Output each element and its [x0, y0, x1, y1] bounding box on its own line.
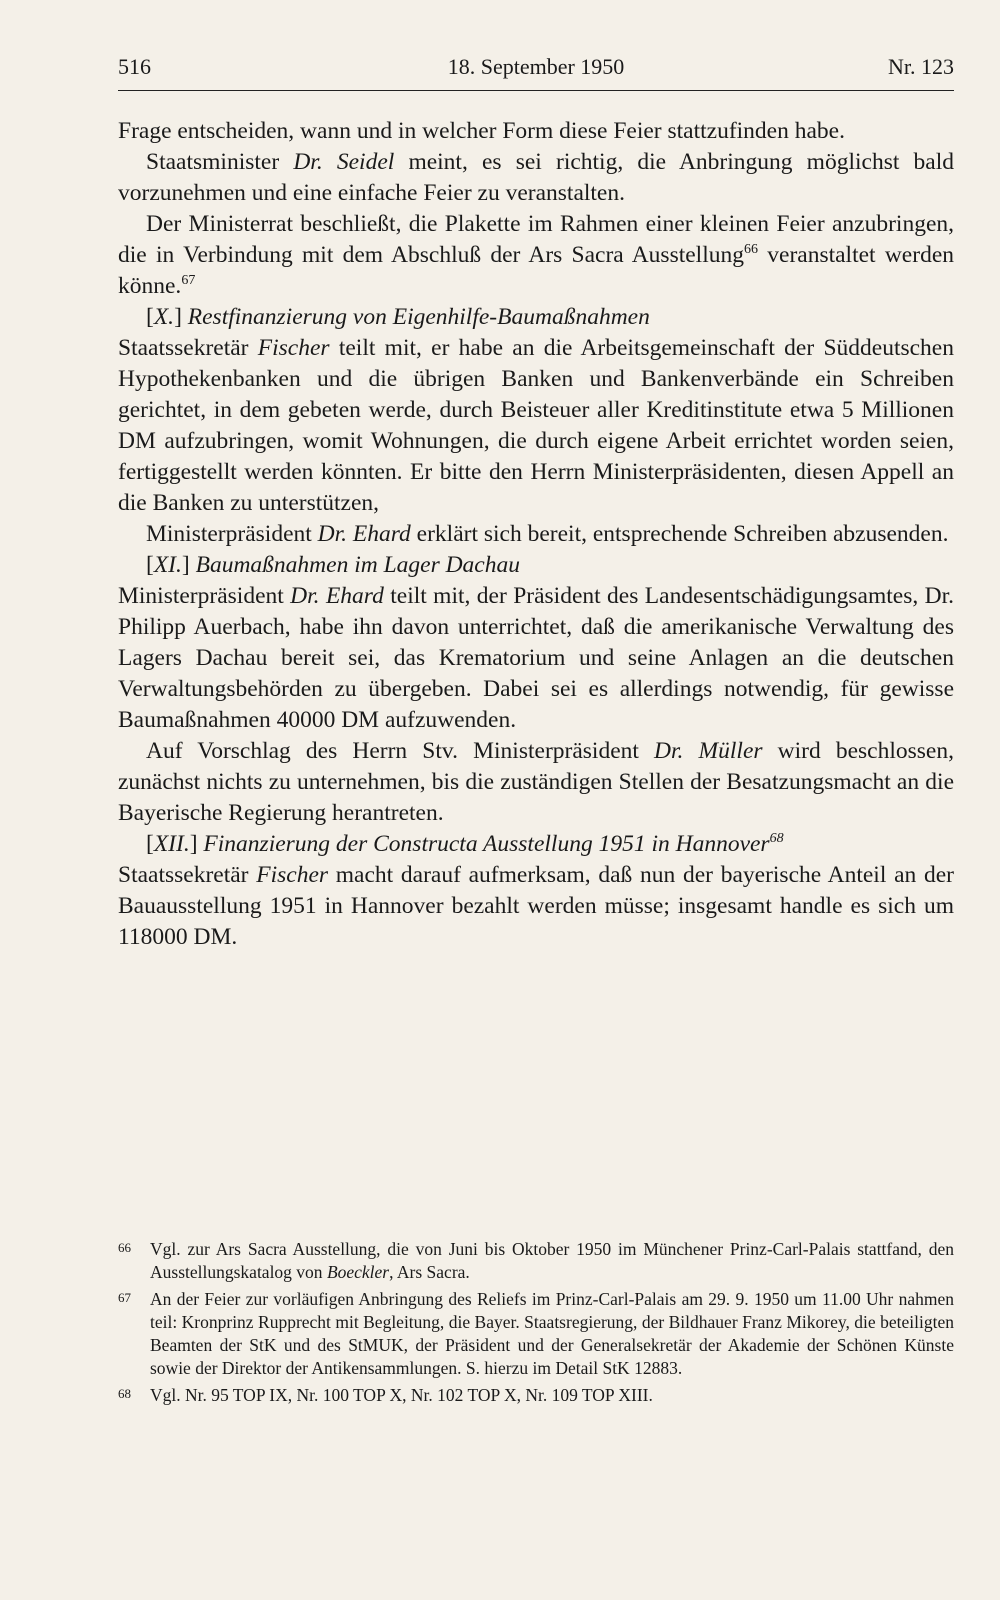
section-heading-xii: [118, 829, 954, 860]
bracket: ]: [189, 831, 198, 857]
person-name: Dr. Ehard: [290, 583, 384, 609]
text-segment: Ministerpräsident: [118, 583, 291, 609]
text-segment: Auf Vorschlag des Herrn Stv. Ministerpräsident: [146, 738, 655, 764]
section-title: Baumaßnahmen im Lager Dachau: [189, 552, 520, 578]
paragraph-dachau: [118, 581, 954, 736]
footnote-text: Vgl. Nr. 95 TOP IX, Nr. 100 TOP X, Nr. 102 TOP X, Nr. 109 TOP XIII.: [150, 1385, 653, 1405]
footnote-number: 68: [118, 1386, 131, 1401]
paragraph-ehard: [118, 519, 954, 550]
text-segment: erklärt sich bereit, entsprechende Schreiben abzusenden.: [410, 521, 949, 547]
footnote-text: Vgl. zur Ars Sacra Ausstellung, die von Juni bis Oktober 1950 im Münchener Prinz-Carl-Palais stattfand, den Ausstellungskatalog von: [150, 1239, 954, 1282]
page-header: [118, 50, 954, 91]
bracket: [: [146, 304, 154, 330]
footnote-67: [118, 1288, 954, 1380]
footnotes: [118, 1238, 954, 1411]
footnote-text: An der Feier zur vorläufigen Anbringung des Reliefs im Prinz-Carl-Palais am 29. 9. 1950 um 11.00 Uhr nahmen teil: Kronprinz Rupprecht mit Begleitung, die Bayer. Staatsregierung, der Bildhauer Franz Mikorey, die beteiligten Beamten der StK und des StMUK, der Präsident und der Generalsekretär der Akademie der Schönen Künste sowie der Direktor der Antikensammlungen. S. hierzu im Detail StK 12883.: [150, 1289, 954, 1378]
section-title: Restfinanzierung von Eigenhilfe-Baumaßnahmen: [181, 304, 650, 330]
header-date: 18. September 1950: [447, 54, 625, 79]
text-segment: Staatssekretär: [118, 335, 258, 361]
bracket: ]: [174, 304, 182, 330]
text-segment: meint, es sei richtig, die Anbringung möglichst bald vorzunehmen und eine einfache Feier zu veranstalten.: [118, 149, 954, 206]
text-segment: Staatssekretär: [118, 862, 257, 888]
person-name: Dr. Müller: [654, 738, 763, 764]
section-number: XI.: [153, 552, 182, 578]
text-segment: Der Ministerrat beschließt, die Plakette im Rahmen einer kleinen Feier anzubringen, die in Verbindung mit dem Abschluß der Ars Sacra Ausstellung: [118, 211, 954, 268]
text-segment: teilt mit, er habe an die Arbeitsgemeinschaft der Süddeutschen Hypothekenbanken und die übrigen Banken und Bankenverbände ein Schreiben gerichtet, in dem gebeten werde, durch Beisteuer aller Kreditinstitute etwa 5 Millionen DM aufzubringen, womit Wohnungen, die durch eigene Arbeit errichtet worden seien, fertiggestellt werden könnten. Er bitte den Herrn Ministerpräsidenten, diesen Appell an die Banken zu unterstützen,: [118, 335, 954, 516]
footnote-68: [118, 1384, 954, 1407]
paragraph-fischer: [118, 333, 954, 519]
section-heading-x: [118, 302, 954, 333]
section-heading-xi: [118, 550, 954, 581]
author-name: Boeckler: [326, 1262, 390, 1282]
text-segment: teilt mit, der Präsident des Landesentschädigungsamtes, Dr. Philipp Auerbach, habe ihn davon unterrichtet, daß die amerikanische Verwaltung des Lagers Dachau bereit sei, das Krematorium und seine Anlagen an die deutschen Verwaltungsbehörden zu übergeben. Dabei sei es allerdings notwendig, für gewisse Baumaßnahmen 40000 DM aufzuwenden.: [118, 583, 954, 733]
paragraph-mueller: [118, 736, 954, 829]
text-segment: Staatsminister: [146, 149, 294, 175]
section-number: XII.: [153, 831, 190, 857]
footnote-ref: 67: [181, 273, 196, 288]
section-title: Finanzierung der Constructa Ausstellung 1951 in Hannover: [197, 831, 770, 857]
person-name: Dr. Ehard: [317, 521, 411, 547]
bracket: [: [146, 552, 154, 578]
footnote-66: [118, 1238, 954, 1284]
person-name: Fischer: [256, 862, 329, 888]
footnote-ref: 68: [769, 831, 784, 846]
bracket: [: [146, 831, 154, 857]
footnote-text: , Ars Sacra.: [389, 1262, 470, 1282]
text-segment: Ministerpräsident: [146, 521, 318, 547]
section-number: X.: [153, 304, 175, 330]
footnote-number: 66: [118, 1240, 131, 1255]
header-document-number: Nr. 123: [888, 54, 954, 79]
paragraph-decision: [118, 209, 954, 302]
paragraph-seidel: [118, 147, 954, 209]
page-number: 516: [118, 54, 151, 79]
text-segment: veranstaltet werden könne.: [118, 242, 954, 299]
person-name: Dr. Seidel: [293, 149, 395, 175]
main-text: [118, 116, 954, 953]
paragraph-continuation: Frage entscheiden, wann und in welcher Form diese Feier stattzufinden habe.: [118, 118, 845, 144]
bracket: ]: [181, 552, 190, 578]
text-segment: wird beschlossen, zunächst nichts zu unternehmen, bis die zuständigen Stellen der Besatzungsmacht an die Bayerische Regierung herantreten.: [118, 738, 954, 826]
person-name: Fischer: [257, 335, 330, 361]
footnote-ref: 66: [744, 242, 758, 257]
text-segment: macht darauf aufmerksam, daß nun der bayerische Anteil an der Bauausstellung 1951 in Hannover bezahlt werden müsse; insgesamt handle es sich um 118000 DM.: [118, 862, 954, 950]
paragraph-constructa: [118, 860, 954, 953]
footnote-number: 67: [118, 1290, 131, 1305]
